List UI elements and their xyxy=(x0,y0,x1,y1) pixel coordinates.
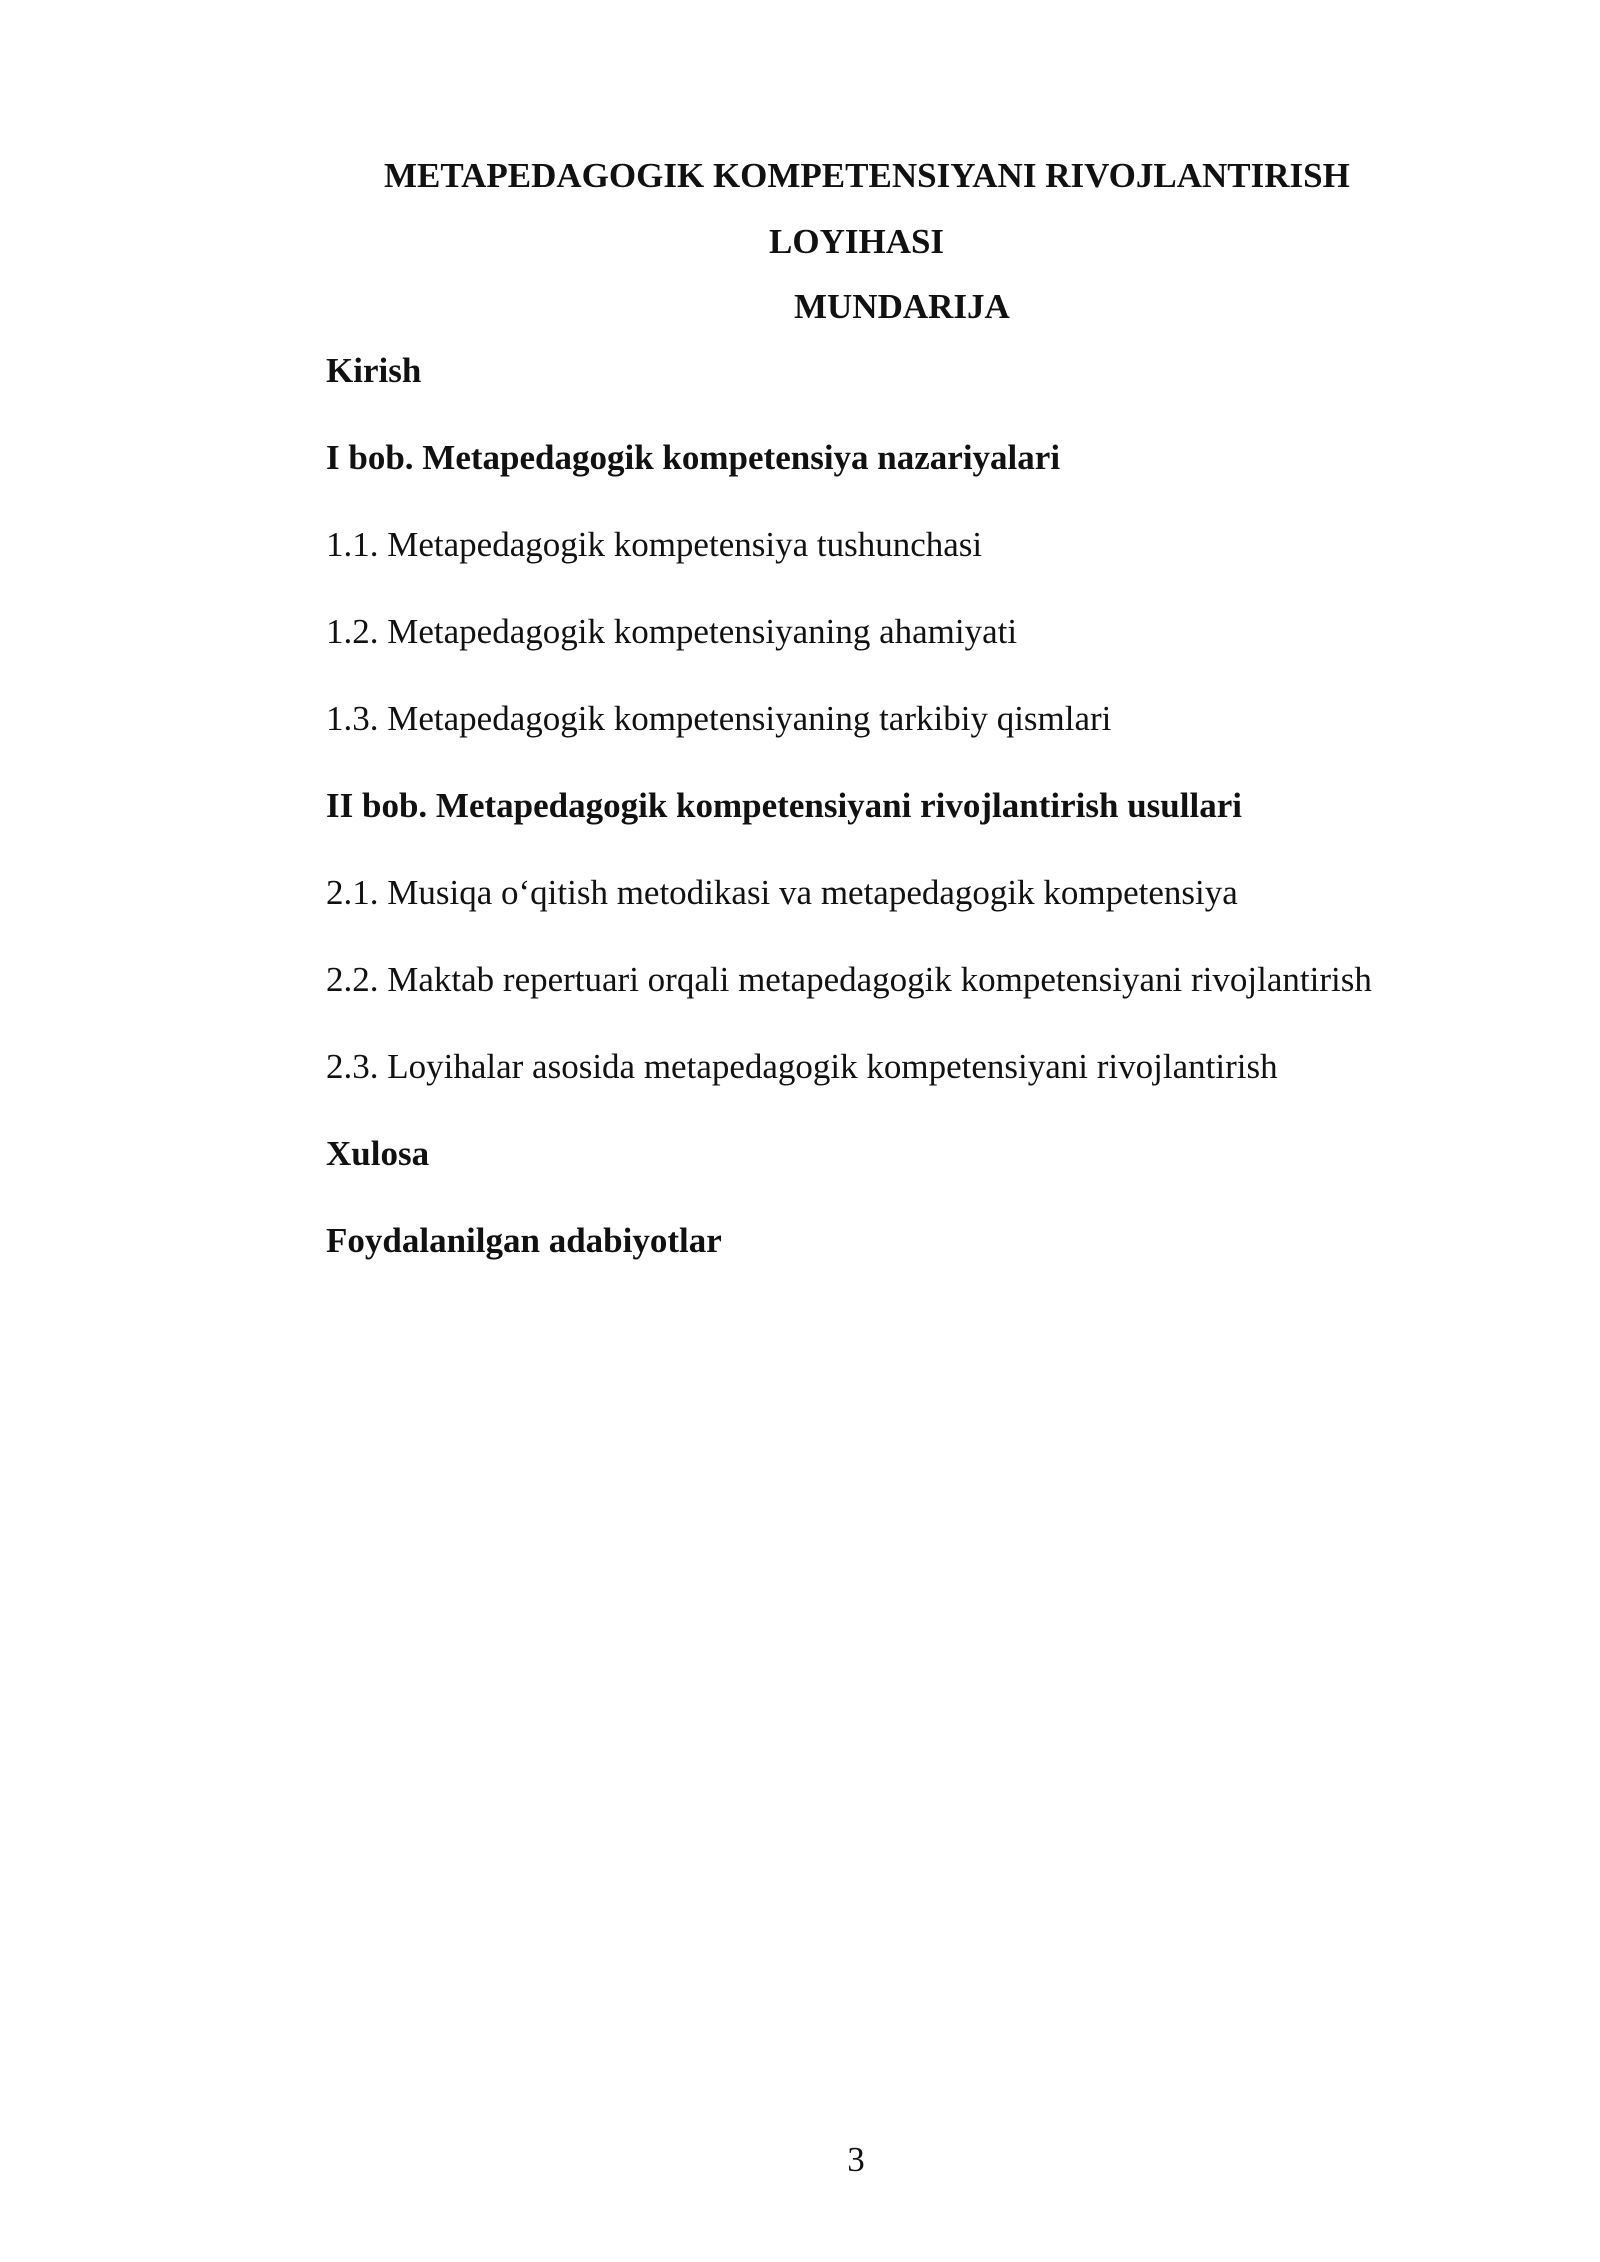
toc-item: 1.3. Metapedagogik kompetensiyaning tarkibiy qismlari xyxy=(326,699,1112,738)
table-of-contents xyxy=(326,353,1526,1310)
toc-item: 1.1. Metapedagogik kompetensiya tushunchasi xyxy=(326,525,983,564)
toc-item: II bob. Metapedagogik kompetensiyani rivojlantirish usullari xyxy=(326,786,1242,825)
contents-heading: MUNDARIJA xyxy=(794,287,1010,326)
toc-item: Kirish xyxy=(326,351,422,390)
toc-item: I bob. Metapedagogik kompetensiya nazariyalari xyxy=(326,438,1061,477)
document-title-line-2: LOYIHASI xyxy=(769,222,945,261)
document-title-line-1: METAPEDAGOGIK KOMPETENSIYANI RIVOJLANTIRISH xyxy=(384,156,1350,195)
page-number: 3 xyxy=(847,2140,865,2179)
toc-item: 2.1. Musiqa o‘qitish metodikasi va metapedagogik kompetensiya xyxy=(326,873,1238,912)
toc-item: 1.2. Metapedagogik kompetensiyaning ahamiyati xyxy=(326,612,1018,651)
toc-item: Xulosa xyxy=(326,1134,430,1173)
toc-item: 2.3. Loyihalar asosida metapedagogik kompetensiyani rivojlantirish xyxy=(326,1047,1278,1086)
toc-item: Foydalanilgan adabiyotlar xyxy=(326,1221,722,1260)
toc-item: 2.2. Maktab repertuari orqali metapedagogik kompetensiyani rivojlantirish xyxy=(326,960,1372,999)
